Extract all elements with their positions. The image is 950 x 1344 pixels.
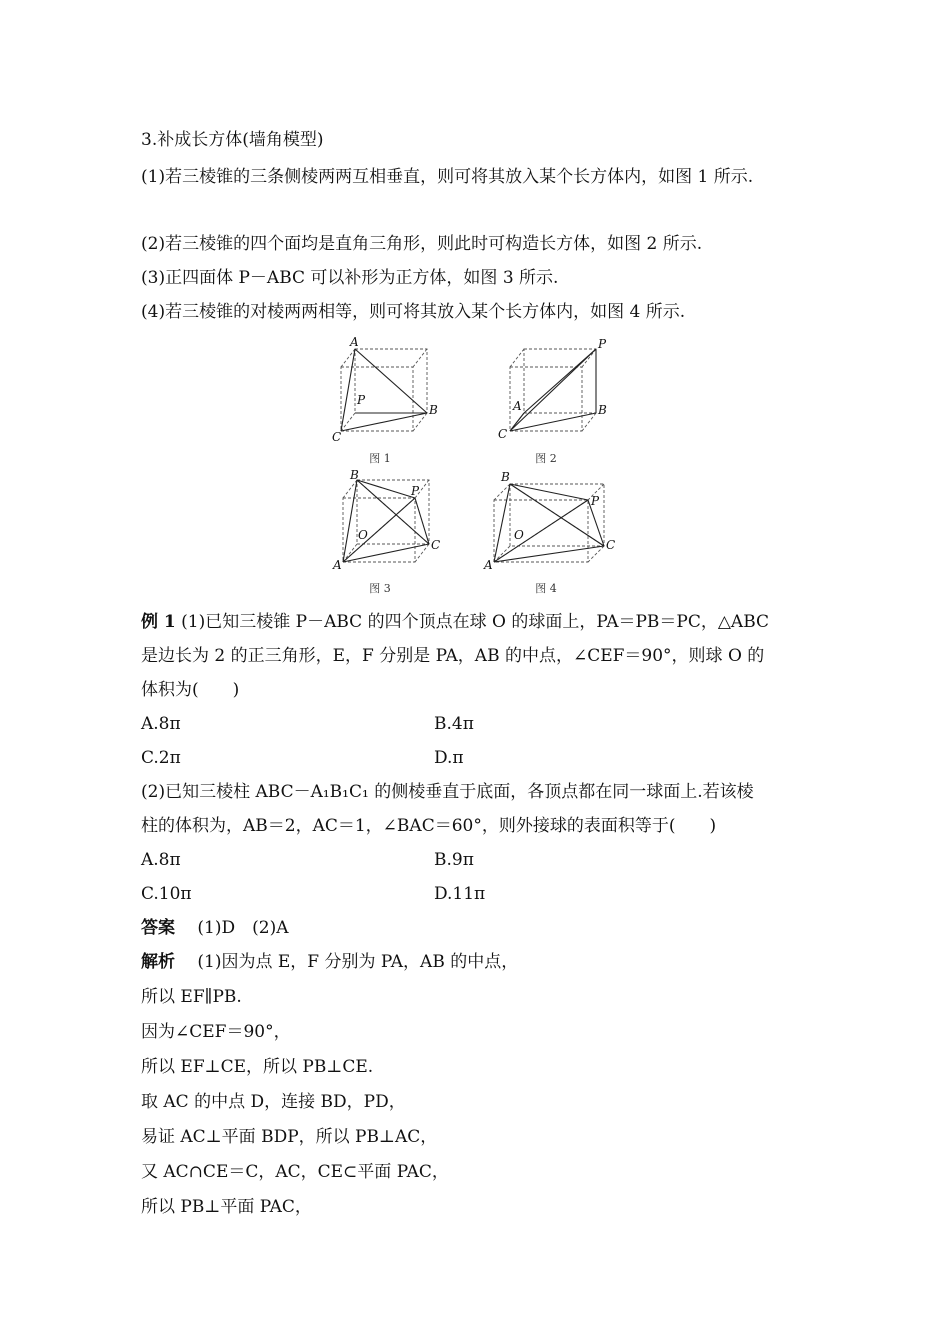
q1-option-a: A.8π (141, 714, 181, 734)
fig2-label-b: B (598, 403, 607, 417)
analysis-label: 解析 (141, 952, 175, 972)
analysis-line: 所以 EF∥PB. (141, 987, 242, 1007)
fig1-label-c: C (332, 430, 342, 444)
q1-option-b: B.4π (434, 714, 474, 734)
example-q2-line-1: (2)已知三棱柱 ABC－A₁B₁C₁ 的侧棱垂直于底面，各顶点都在同一球面上.若该棱 (141, 782, 754, 802)
figure-2 (492, 335, 617, 445)
fig1-label-b: B (429, 403, 438, 417)
analysis-line-first (141, 950, 518, 974)
example-label: 例 1 (141, 612, 176, 632)
analysis-line: 所以 EF⊥CE，所以 PB⊥CE. (141, 1057, 374, 1077)
example-q2-line-2: 柱的体积为，AB＝2，AC＝1，∠BAC＝60°，则外接球的表面积等于( ) (141, 816, 717, 836)
fig2-label-c: C (498, 427, 508, 441)
answer-label: 答案 (141, 918, 175, 938)
fig4-label-p: P (591, 494, 600, 508)
q2-option-c: C.10π (141, 884, 192, 904)
fig4-label-a: A (484, 558, 493, 572)
fig4-label-o: O (514, 528, 524, 542)
section-item-3: (3)正四面体 P－ABC 可以补形为正方体，如图 3 所示. (141, 268, 559, 288)
fig2-label-a: A (513, 399, 522, 413)
q2-option-a: A.8π (141, 850, 181, 870)
answer-text: (1)D (2)A (197, 918, 289, 938)
section-heading: 3.补成长方体(墙角模型) (141, 130, 324, 150)
q1-option-d: D.π (434, 748, 464, 768)
example-q1-text-1: (1)已知三棱锥 P－ABC 的四个顶点在球 O 的球面上，PA＝PB＝PC，△ABC (181, 612, 770, 632)
fig3-label-o: O (358, 528, 368, 542)
example-q1-line-1 (141, 610, 769, 634)
fig1-label-a: A (350, 335, 359, 349)
figure-3 (325, 468, 450, 576)
fig3-label-c: C (431, 538, 441, 552)
analysis-line: 因为∠CEF＝90°， (141, 1022, 291, 1042)
figure-4 (484, 468, 619, 576)
fig3-label-a: A (333, 558, 342, 572)
analysis-line: 易证 AC⊥平面 BDP，所以 PB⊥AC， (141, 1127, 438, 1147)
figure-4-caption: 图 4 (535, 582, 557, 595)
fig1-label-p: P (357, 393, 366, 407)
fig3-label-p: P (411, 484, 420, 498)
q1-option-c: C.2π (141, 748, 181, 768)
example-q1-line-3: 体积为( ) (141, 680, 240, 700)
q2-option-b: B.9π (434, 850, 474, 870)
figure-1 (325, 335, 450, 445)
figure-3-caption: 图 3 (369, 582, 391, 595)
analysis-first-text: (1)因为点 E，F 分别为 PA，AB 的中点， (197, 952, 519, 972)
fig4-label-c: C (606, 538, 616, 552)
example-q1-line-2: 是边长为 2 的正三角形，E，F 分别是 PA，AB 的中点，∠CEF＝90°，则球 O 的 (141, 646, 765, 666)
figure-1-caption: 图 1 (369, 452, 391, 465)
q2-option-d: D.11π (434, 884, 486, 904)
figure-2-caption: 图 2 (535, 452, 557, 465)
section-item-4: (4)若三棱锥的对棱两两相等，则可将其放入某个长方体内，如图 4 所示. (141, 302, 686, 322)
answer-line (141, 916, 288, 940)
section-item-2: (2)若三棱锥的四个面均是直角三角形，则此时可构造长方体，如图 2 所示. (141, 234, 703, 254)
section-item-1: (1)若三棱锥的三条侧棱两两互相垂直，则可将其放入某个长方体内，如图 1 所示. (141, 167, 754, 187)
analysis-line: 又 AC∩CE＝C，AC，CE⊂平面 PAC， (141, 1162, 449, 1182)
fig3-label-b: B (350, 468, 359, 482)
fig4-label-b: B (501, 470, 510, 484)
analysis-line: 取 AC 的中点 D，连接 BD，PD， (141, 1092, 406, 1112)
fig2-label-p: P (598, 337, 607, 351)
analysis-line: 所以 PB⊥平面 PAC， (141, 1197, 312, 1217)
